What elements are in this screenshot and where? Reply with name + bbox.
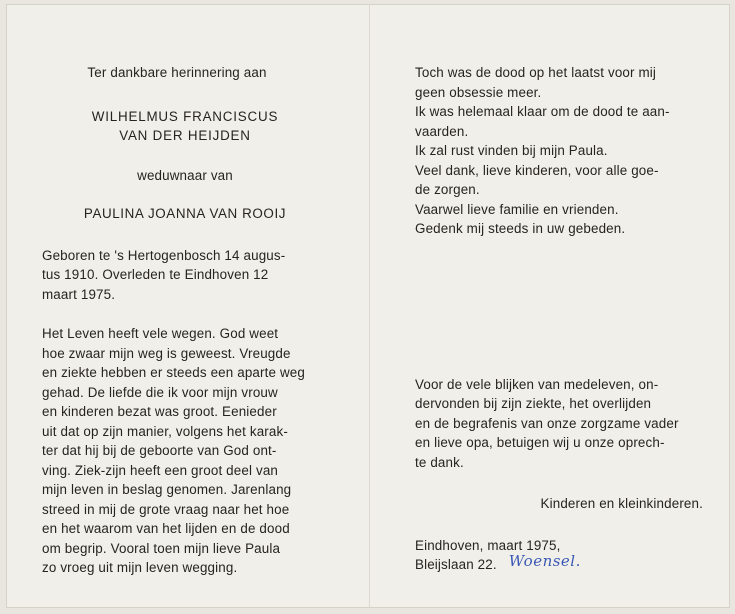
right-panel <box>415 63 705 575</box>
life-text-line: streed in mij de grote vraag naar het hoe <box>42 501 290 517</box>
life-text-line: om begrip. Vooral toen mijn lieve Paula <box>42 540 281 556</box>
birth-line: Geboren te 's Hertogenbosch 14 augus- <box>42 247 286 263</box>
life-text-line: ter dat hij bij de geboorte van God ont- <box>42 443 277 458</box>
life-text-line: en ziekte hebben er steeds een aparte weg <box>42 365 305 380</box>
address-text: Bleijslaan 22. <box>415 557 497 572</box>
spouse-name: PAULINA JOANNA VAN ROOIJ <box>83 206 287 221</box>
card-fold-line <box>369 4 370 608</box>
handwritten-note: Woensel. <box>508 552 581 570</box>
life-text-line: hoe zwaar mijn weg is geweest. Vreugde <box>42 345 291 361</box>
place-date: Eindhoven, maart 1975, <box>415 537 561 553</box>
poem-line: Ik was helemaal klaar om de dood te aan- <box>415 104 670 119</box>
life-text-line: ving. Ziek-zijn heeft een groot deel van <box>42 462 279 478</box>
life-text-line: en het waarom van het lijden en de dood <box>42 521 290 536</box>
poem-line: geen obsessie meer. <box>415 84 542 100</box>
deceased-name-line1: WILHELMUS FRANCISCUS <box>91 108 279 124</box>
signature-text: Kinderen en kleinkinderen. <box>540 496 703 511</box>
thanks-line: Voor de vele blijken van medeleven, on- <box>415 376 659 392</box>
life-text-line: en kinderen bezat was groot. Eenieder <box>42 404 277 419</box>
life-text-line: gehad. De liefde die ik voor mijn vrouw <box>42 384 278 400</box>
poem-line: Ik zal rust vinden bij mijn Paula. <box>415 143 608 158</box>
life-text-block <box>42 324 328 578</box>
address-row <box>415 552 705 575</box>
thanks-line: dervonden bij zijn ziekte, het overlijden <box>415 396 652 411</box>
birth-death-block <box>42 246 328 305</box>
intro-text: Ter dankbare herinnering aan <box>87 65 267 80</box>
thanks-line: en de begrafenis van onze zorgzame vader <box>415 415 679 431</box>
thanks-line: te dank. <box>415 454 464 470</box>
poem-line: Vaarwel lieve familie en vrienden. <box>415 201 619 217</box>
left-panel <box>42 63 328 578</box>
poem-line: de zorgen. <box>415 182 480 197</box>
thanks-line: en lieve opa, betuigen wij u onze oprech- <box>415 435 665 450</box>
thanks-block <box>415 375 705 473</box>
poem-block <box>415 63 705 239</box>
relation-text: weduwnaar van <box>137 167 233 183</box>
poem-line: vaarden. <box>415 123 469 139</box>
life-text-line: mijn leven in beslag genomen. Jarenlang <box>42 482 292 497</box>
life-text-line: Het Leven heeft vele wegen. God weet <box>42 326 279 341</box>
poem-line: Toch was de dood op het laatst voor mij <box>415 65 657 80</box>
life-text-line: zo vroeg uit mijn leven wegging. <box>42 560 238 575</box>
birth-line: maart 1975. <box>42 286 116 302</box>
deceased-name-line2: VAN DER HEIJDEN <box>119 128 251 143</box>
poem-line: Veel dank, lieve kinderen, voor alle goe- <box>415 162 659 178</box>
life-text-line: uit dat op zijn manier, volgens het karak- <box>42 423 288 439</box>
poem-line: Gedenk mij steeds in uw gebeden. <box>415 221 626 236</box>
birth-line: tus 1910. Overleden te Eindhoven 12 <box>42 267 269 282</box>
